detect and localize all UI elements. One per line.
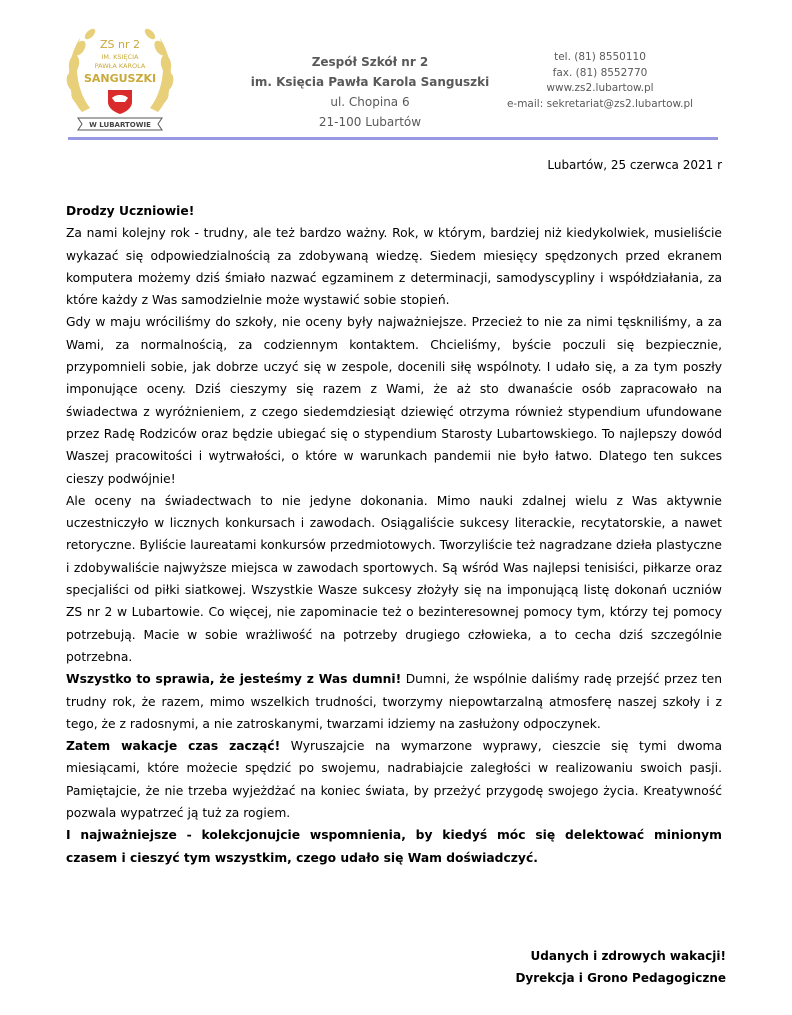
signature-block	[515, 945, 726, 989]
contact-info	[480, 50, 720, 112]
paragraph-2: Gdy w maju wróciliśmy do szkoły, nie oceny były najważniejsze. Przecież to nie za nimi tęskniliśmy, a za Wami, za normalnością, za codziennym kontaktem. Chcieliśmy, byście poczuli się bezpiecznie, przypomnieli sobie, jak dobrze uczyć się w zespole, docenili siłę wspólnoty. I udało się, a za tym poszły imponujące oceny. Dziś cieszymy się razem z Wami, że aż sto dwanaście osób zapracowało na świadectwa z wyróżnieniem, z czego siedemdziesiąt dziewięć otrzyma również stypendium ufundowane przez Radę Rodziców oraz będzie ubiegać się o stypendium Starosty Lubartowskiego. To najlepszy dowód Waszej pracowitości i wytrwałości, o które w warunkach pandemii nie było łatwo. Dlatego ten sukces cieszy podwójnie!	[66, 315, 722, 486]
logo-ribbon-text: W LUBARTOWIE	[89, 121, 151, 129]
paragraph-4	[66, 668, 722, 735]
paragraph-5-text: Wyruszajcie na wymarzone wyprawy, cieszcie się tymi dwoma miesiącami, które możecie spędzić po swojemu, nadrabiajcie zaległości w realizowaniu swoich pasji. Pamiętajcie, że nie trzeba wyjeżdżać na koniec świata, by przeżyć przygodę swojego życia. Kreatywność pozwala wypatrzeć ją tuż za rogiem.	[66, 739, 723, 821]
school-street: ul. Chopina 6	[330, 95, 410, 109]
email-link[interactable]: e-mail: sekretariat@zs2.lubartow.pl	[506, 97, 694, 110]
phone-number: tel. (81) 8550110	[554, 51, 646, 63]
logo-line-3: PAWŁA KAROLA	[94, 62, 146, 70]
paragraph-6-text: I najważniejsze - kolekcjonujcie wspomnienia, by kiedyś móc się delektować minionym czasem i cieszyć tym wszystkim, czego udało się Wam doświadczyć.	[66, 828, 722, 865]
signature-from: Dyrekcja i Grono Pedagogiczne	[515, 971, 726, 985]
school-logo	[60, 24, 180, 134]
letter-body	[66, 200, 722, 869]
letter-greeting: Drodzy Uczniowie!	[66, 204, 195, 218]
paragraph-5-lead: Zatem wakacje czas zacząć!	[66, 739, 281, 754]
paragraph-4-lead: Wszystko to sprawia, że jesteśmy z Was dumni!	[66, 672, 402, 687]
logo-line-1: ZS nr 2	[99, 38, 141, 51]
paragraph-6	[66, 824, 722, 869]
school-patron: im. Księcia Pawła Karola Sanguszki	[250, 75, 490, 89]
signature-wish: Udanych i zdrowych wakacji!	[530, 949, 726, 963]
school-name: Zespół Szkół nr 2	[311, 55, 429, 69]
paragraph-1: Za nami kolejny rok - trudny, ale też bardzo ważny. Rok, w którym, bardziej niż kiedykolwiek, musieliście wykazać się odpowiedzialnością za zdobywaną wiedzę. Siedem miesięcy spędzonych przed ekranem komputera możemy dziś śmiało nazwać egzaminem z determinacji, samodyscypliny i współdziałania, za które każdy z Was samodzielnie może wystawić sobie stopień.	[66, 226, 722, 308]
logo-line-2: IM. KSIĘCIA	[101, 53, 139, 61]
header-divider	[68, 137, 718, 140]
school-header	[240, 52, 500, 132]
paragraph-5	[66, 735, 722, 824]
logo-line-4: SANGUSZKI	[83, 72, 157, 85]
paragraph-4-text: Dumni, że wspólnie daliśmy radę przejść przez ten trudny rok, że razem, mimo wszelkich trudności, tworzymy niepowtarzalną atmosferę naszej szkoły i z tego, że z radosnymi, a nie zatroskanymi, twarzami idziemy na zasłużony odpoczynek.	[66, 672, 722, 731]
letter-date: Lubartów, 25 czerwca 2021 r	[547, 158, 722, 172]
fax-number: fax. (81) 8552770	[552, 66, 648, 79]
school-postal: 21-100 Lubartów	[318, 115, 422, 129]
website-link[interactable]: www.zs2.lubartow.pl	[546, 82, 654, 94]
paragraph-3: Ale oceny na świadectwach to nie jedyne dokonania. Mimo nauki zdalnej wielu z Was aktywnie uczestniczyło w licznych konkursach i zawodach. Osiągaliście sukcesy literackie, recytatorskie, a nawet retoryczne. Byliście laureatami konkursów przedmiotowych. Tworzyliście też nagradzane dzieła plastyczne i zdobywaliście najwyższe miejsca w zawodach sportowych. Są wśród Was najlepsi tenisiści, piłkarze oraz specjaliści od piłki siatkowej. Wszystkie Wasze sukcesy złożyły się na imponującą listę dokonań uczniów ZS nr 2 w Lubartowie. Co więcej, nie zapominacie też o bezinteresownej pomocy tym, którzy tej pomocy potrzebują. Macie w sobie wrażliwość na potrzeby drugiego człowieka, a to cecha dziś szczególnie potrzebna.	[66, 493, 722, 664]
